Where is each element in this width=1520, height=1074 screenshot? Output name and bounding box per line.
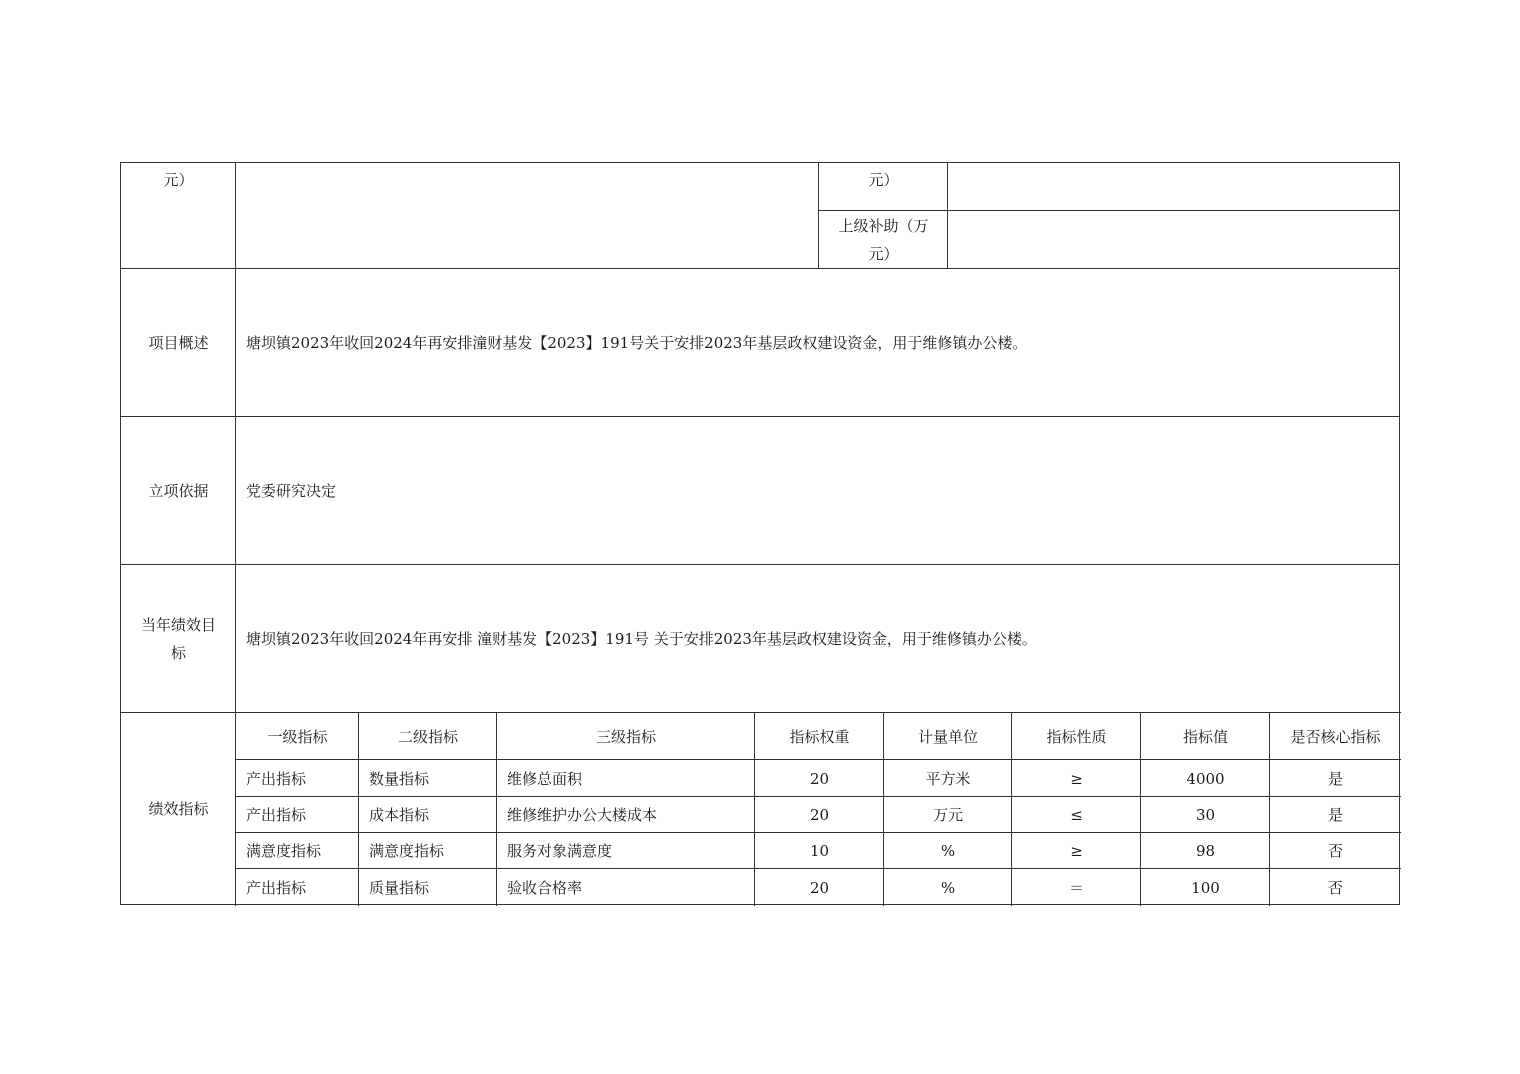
- table-right-border: [1399, 162, 1400, 905]
- indicator-cell-weight: 20: [754, 868, 884, 906]
- indicator-cell-level2: 数量指标: [358, 759, 497, 797]
- header-level3: 三级指标: [496, 712, 755, 760]
- basis-label: 立项依据: [120, 416, 236, 565]
- header-core: 是否核心指标: [1269, 712, 1401, 760]
- header-level2: 二级指标: [358, 712, 497, 760]
- indicator-cell-value: 98: [1140, 832, 1270, 869]
- header-weight: 指标权重: [754, 712, 884, 760]
- indicator-cell-core: 否: [1269, 868, 1401, 906]
- indicator-cell-level3: 服务对象满意度: [496, 832, 755, 869]
- indicator-cell-weight: 10: [754, 832, 884, 869]
- indicator-cell-core: 是: [1269, 759, 1401, 797]
- overview-text: 塘坝镇2023年收回2024年再安排潼财基发【2023】191号关于安排2023年基层政权建设资金，用于维修镇办公楼。: [235, 268, 1400, 417]
- indicators-label: 绩效指标: [120, 712, 236, 905]
- indicator-cell-unit: %: [883, 832, 1012, 869]
- overview-label: 项目概述: [120, 268, 236, 417]
- superior-subsidy-value: [947, 210, 1400, 269]
- header-unit: 计量单位: [883, 712, 1012, 760]
- table-bottom-border: [120, 904, 1400, 905]
- annual-goal-text: 塘坝镇2023年收回2024年再安排 潼财基发【2023】191号 关于安排2023年基层政权建设资金，用于维修镇办公楼。: [235, 564, 1400, 713]
- indicator-cell-level2: 质量指标: [358, 868, 497, 906]
- funding-mid-value-cell: [947, 162, 1400, 211]
- header-level1: 一级指标: [235, 712, 359, 760]
- header-nature: 指标性质: [1011, 712, 1141, 760]
- indicator-cell-value: 4000: [1140, 759, 1270, 797]
- indicator-cell-weight: 20: [754, 759, 884, 797]
- indicator-cell-level1: 产出指标: [235, 796, 359, 833]
- indicator-cell-unit: %: [883, 868, 1012, 906]
- indicator-cell-nature: ＝: [1011, 868, 1141, 906]
- annual-goal-label: 当年绩效目标: [120, 564, 236, 713]
- indicator-cell-value: 30: [1140, 796, 1270, 833]
- project-table: [120, 162, 1400, 905]
- indicator-cell-level2: 满意度指标: [358, 832, 497, 869]
- indicator-cell-unit: 平方米: [883, 759, 1012, 797]
- indicator-cell-level2: 成本指标: [358, 796, 497, 833]
- funding-mid-label-tail: 元）: [818, 162, 948, 211]
- indicator-cell-level3: 验收合格率: [496, 868, 755, 906]
- indicator-cell-nature: ≥: [1011, 832, 1141, 869]
- indicator-cell-level1: 产出指标: [235, 759, 359, 797]
- indicator-cell-level1: 满意度指标: [235, 832, 359, 869]
- superior-subsidy-label: 上级补助（万元）: [818, 210, 948, 269]
- funding-value-cell: [235, 162, 819, 269]
- indicator-cell-core: 否: [1269, 832, 1401, 869]
- indicator-cell-level3: 维修总面积: [496, 759, 755, 797]
- indicator-cell-value: 100: [1140, 868, 1270, 906]
- funding-label-tail: 元）: [120, 162, 236, 269]
- indicator-cell-nature: ≤: [1011, 796, 1141, 833]
- header-value: 指标值: [1140, 712, 1270, 760]
- basis-text: 党委研究决定: [235, 416, 1400, 565]
- indicator-cell-core: 是: [1269, 796, 1401, 833]
- indicator-cell-nature: ≥: [1011, 759, 1141, 797]
- indicator-cell-level1: 产出指标: [235, 868, 359, 906]
- indicator-cell-unit: 万元: [883, 796, 1012, 833]
- indicator-cell-weight: 20: [754, 796, 884, 833]
- indicator-cell-level3: 维修维护办公大楼成本: [496, 796, 755, 833]
